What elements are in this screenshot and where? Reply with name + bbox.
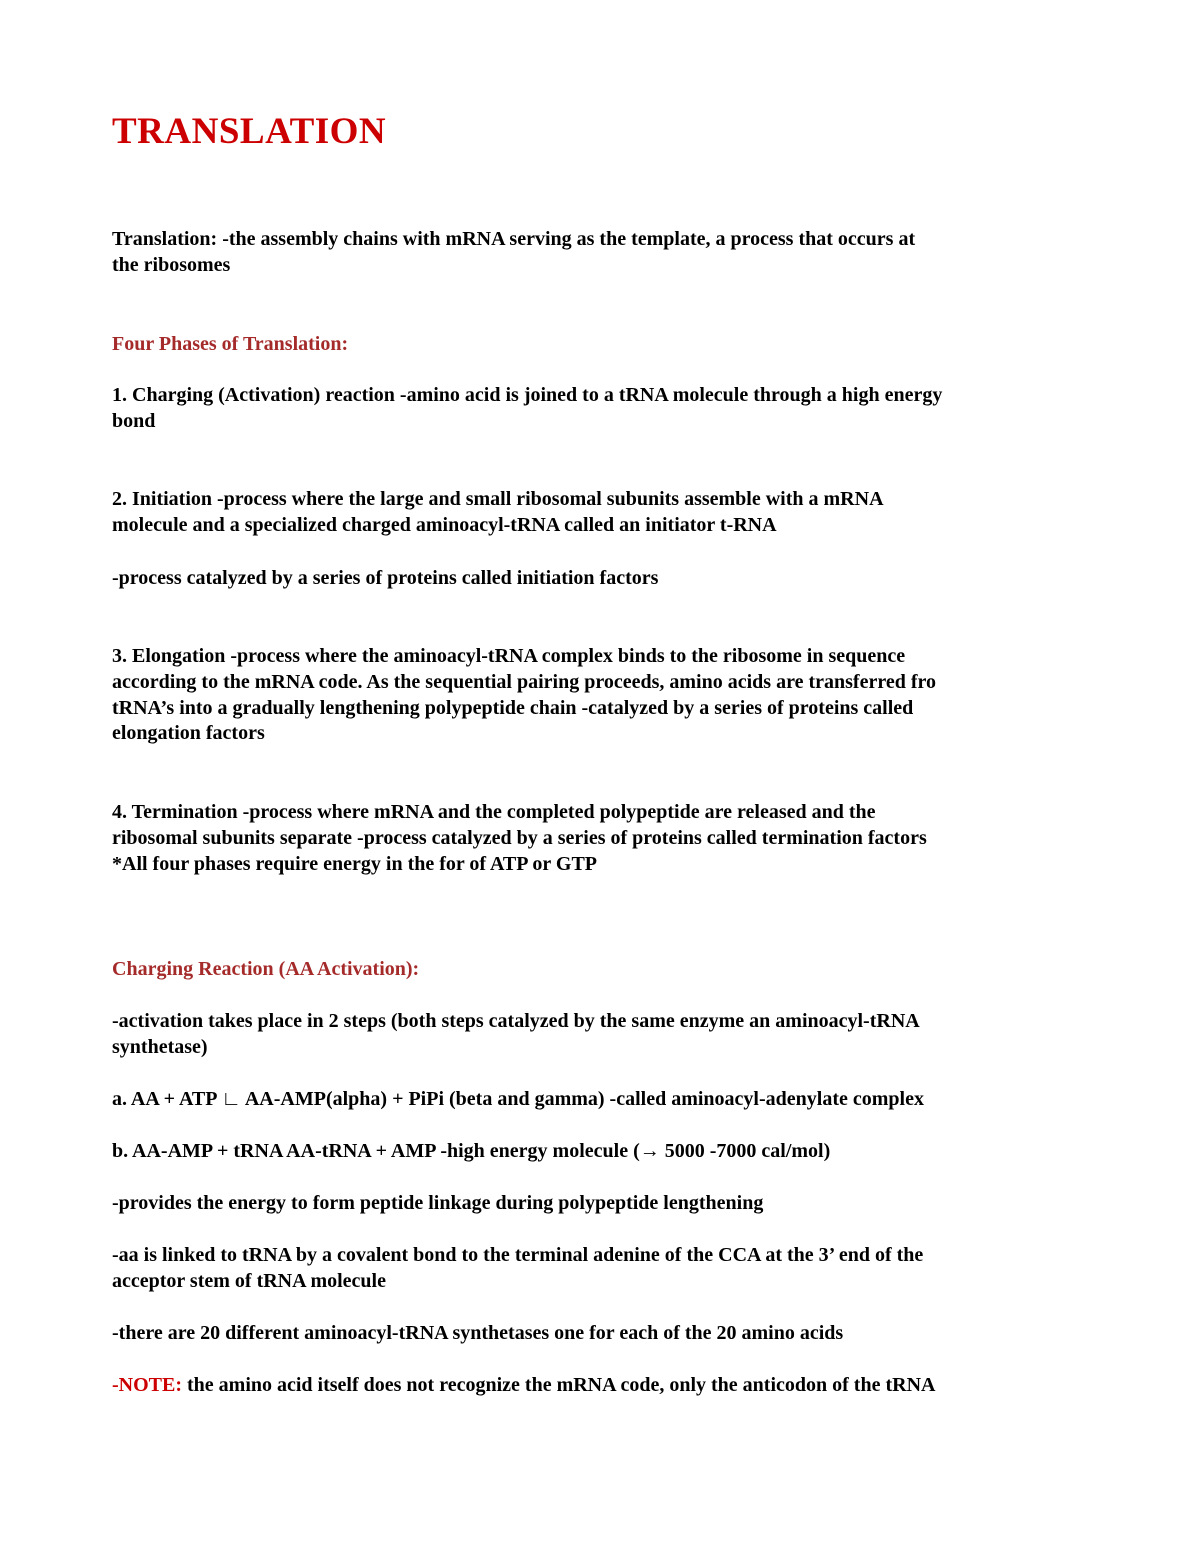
phase-4-line-3: *All four phases require energy in the for of ATP or GTP bbox=[112, 853, 597, 875]
linked-line-1: -aa is linked to tRNA by a covalent bond to the terminal adenine of the CCA at the 3’ end of the bbox=[112, 1244, 924, 1266]
note-label: -NOTE: bbox=[112, 1374, 182, 1396]
step-b: b. AA-AMP + tRNA AA-tRNA + AMP -high energy molecule (→ 5000 -7000 cal/mol) bbox=[112, 1140, 831, 1162]
linked-line-2: acceptor stem of tRNA molecule bbox=[112, 1270, 386, 1292]
phase-3-line-1: 3. Elongation -process where the aminoacyl-tRNA complex binds to the ribosome in sequence bbox=[112, 645, 906, 667]
phase-1-line-2: bond bbox=[112, 410, 156, 432]
phases-heading: Four Phases of Translation: bbox=[112, 333, 349, 355]
activation-line-2: synthetase) bbox=[112, 1036, 208, 1058]
phase-4-line-2: ribosomal subunits separate -process catalyzed by a series of proteins called termination factors bbox=[112, 827, 927, 849]
note-line bbox=[112, 1372, 935, 1398]
note-text: the amino acid itself does not recognize the mRNA code, only the anticodon of the tRNA bbox=[182, 1374, 936, 1396]
phase-2-line-3: -process catalyzed by a series of proteins called initiation factors bbox=[112, 567, 659, 589]
definition-line-1: Translation: -the assembly chains with mRNA serving as the template, a process that occurs at bbox=[112, 228, 916, 250]
step-a: a. AA + ATP ∟ AA-AMP(alpha) + PiPi (beta and gamma) -called aminoacyl-adenylate complex bbox=[112, 1088, 924, 1110]
phase-3-line-3: tRNA’s into a gradually lengthening polypeptide chain -catalyzed by a series of proteins called bbox=[112, 697, 914, 719]
phase-2-line-2: molecule and a specialized charged aminoacyl-tRNA called an initiator t-RNA bbox=[112, 514, 777, 536]
phase-4-line-1: 4. Termination -process where mRNA and the completed polypeptide are released and the bbox=[112, 801, 876, 823]
charging-heading: Charging Reaction (AA Activation): bbox=[112, 958, 420, 980]
definition-line-2: the ribosomes bbox=[112, 254, 231, 276]
provides-line: -provides the energy to form peptide linkage during polypeptide lengthening bbox=[112, 1192, 764, 1214]
synthetases-line: -there are 20 different aminoacyl-tRNA synthetases one for each of the 20 amino acids bbox=[112, 1322, 844, 1344]
phase-3-line-2: according to the mRNA code. As the sequential pairing proceeds, amino acids are transferred fro bbox=[112, 671, 937, 693]
phase-2-line-1: 2. Initiation -process where the large and small ribosomal subunits assemble with a mRNA bbox=[112, 488, 884, 510]
activation-line-1: -activation takes place in 2 steps (both steps catalyzed by the same enzyme an aminoacyl-tRNA bbox=[112, 1010, 920, 1032]
phase-1-line-1: 1. Charging (Activation) reaction -amino acid is joined to a tRNA molecule through a high energy bbox=[112, 384, 943, 406]
phase-3-line-4: elongation factors bbox=[112, 722, 265, 744]
page-title: TRANSLATION bbox=[112, 111, 387, 152]
